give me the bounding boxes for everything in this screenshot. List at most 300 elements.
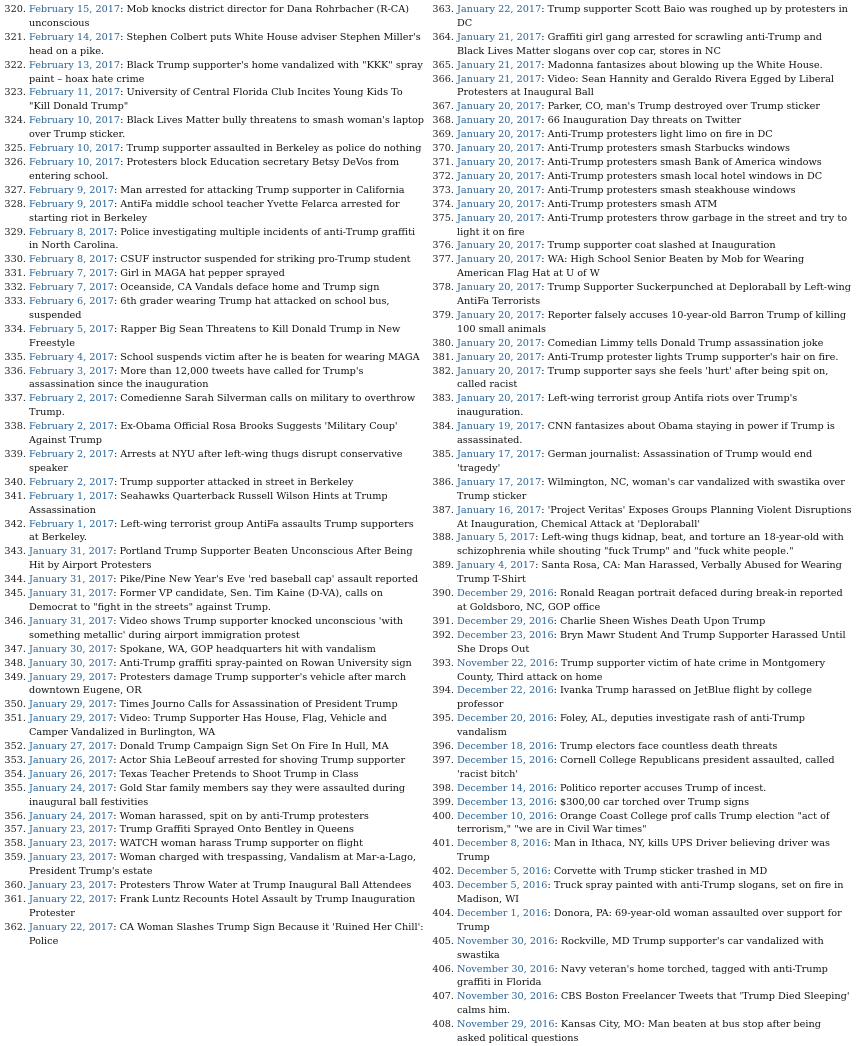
list-item: 382. January 20, 2017: Trump supporter says she feels 'hurt' after being spit on, called racist bbox=[428, 365, 852, 393]
date-link[interactable]: January 20, 2017 bbox=[457, 101, 542, 113]
list-item: 340. February 2, 2017: Trump supporter attacked in street in Berkeley bbox=[0, 476, 424, 490]
list-item: 358. January 23, 2017: WATCH woman harass Trump supporter on flight bbox=[0, 837, 424, 851]
list-item: 325. February 10, 2017: Trump supporter assaulted in Berkeley as police do nothing bbox=[0, 142, 424, 156]
incident-description: German journalist: Assassination of Trump would end 'tragedy' bbox=[457, 449, 813, 474]
date-link[interactable]: February 2, 2017 bbox=[29, 393, 114, 405]
date-link[interactable]: December 10, 2016 bbox=[457, 810, 554, 822]
list-column-right bbox=[428, 3, 852, 1046]
date-link[interactable]: January 20, 2017 bbox=[457, 129, 542, 141]
item-number: 390. bbox=[432, 588, 454, 600]
list-item: 400. December 10, 2016: Orange Coast College prof calls Trump election "act of terrorism," "we are in Civil War times" bbox=[428, 810, 852, 838]
incident-description: Video shows Trump supporter knocked unconscious 'with something metallic' during airport immigration protest bbox=[29, 615, 403, 641]
date-link[interactable]: February 8, 2017 bbox=[29, 226, 114, 238]
list-column-left bbox=[0, 3, 424, 949]
date-link[interactable]: February 1, 2017 bbox=[29, 518, 114, 530]
date-link[interactable]: January 20, 2017 bbox=[457, 143, 542, 155]
incident-description: Oceanside, CA Vandals deface home and Trump sign bbox=[120, 282, 380, 294]
incident-description: Corvette with Trump sticker trashed in MD bbox=[553, 866, 768, 878]
item-number: 354. bbox=[4, 768, 26, 780]
incident-description: Times Journo Calls for Assassination of President Trump bbox=[119, 699, 398, 711]
item-number: 331. bbox=[4, 268, 26, 280]
date-link[interactable]: February 2, 2017 bbox=[29, 449, 114, 460]
item-number: 321. bbox=[4, 31, 26, 43]
item-number: 357. bbox=[4, 824, 26, 836]
date-link[interactable]: January 24, 2017 bbox=[29, 782, 114, 794]
incident-description: WATCH woman harass Trump supporter on flight bbox=[119, 838, 364, 850]
date-link[interactable]: January 20, 2017 bbox=[457, 212, 542, 224]
item-number: 386. bbox=[432, 476, 454, 488]
item-number: 364. bbox=[432, 31, 454, 43]
date-link[interactable]: December 23, 2016 bbox=[457, 629, 554, 641]
incident-description: Trump Graffiti Sprayed Onto Bentley in Queens bbox=[119, 824, 354, 836]
incident-description: Comedian Limmy tells Donald Trump assassination joke bbox=[547, 337, 824, 349]
date-link[interactable]: January 29, 2017 bbox=[29, 713, 114, 725]
item-number: 352. bbox=[4, 741, 26, 753]
date-link[interactable]: February 2, 2017 bbox=[29, 421, 114, 433]
date-link[interactable]: February 11, 2017 bbox=[29, 87, 121, 99]
item-number: 401. bbox=[432, 838, 454, 850]
incident-description: $300,00 car torched over Trump signs bbox=[559, 796, 750, 808]
list-item: 357. January 23, 2017: Trump Graffiti Sprayed Onto Bentley in Queens bbox=[0, 823, 424, 837]
incident-description: Kansas City, MO: Man beaten at bus stop after being asked political questions bbox=[457, 1019, 821, 1045]
date-link[interactable]: February 10, 2017 bbox=[29, 143, 121, 155]
list-item: 408. November 29, 2016: Kansas City, MO: Man beaten at bus stop after being asked political questions bbox=[428, 1018, 852, 1046]
date-link[interactable]: November 30, 2016 bbox=[457, 963, 555, 975]
date-link[interactable]: January 20, 2017 bbox=[457, 337, 542, 349]
date-link[interactable]: January 23, 2017 bbox=[29, 838, 114, 850]
item-number: 326. bbox=[4, 156, 26, 168]
incident-description: Stephen Colbert puts White House adviser Stephen Miller's head on a pike. bbox=[29, 31, 421, 57]
date-link[interactable]: January 23, 2017 bbox=[29, 852, 114, 864]
item-number: 356. bbox=[4, 810, 26, 822]
date-link[interactable]: January 20, 2017 bbox=[457, 184, 542, 196]
incident-description: 6th grader wearing Trump hat attacked on school bus, suspended bbox=[29, 296, 390, 321]
date-link[interactable]: February 9, 2017 bbox=[29, 198, 114, 210]
date-link[interactable]: February 4, 2017 bbox=[29, 351, 114, 363]
date-link[interactable]: December 15, 2016 bbox=[457, 754, 554, 766]
date-link[interactable]: January 20, 2017 bbox=[457, 115, 542, 127]
item-number: 381. bbox=[432, 351, 454, 363]
date-link[interactable]: February 10, 2017 bbox=[29, 156, 121, 168]
item-number: 351. bbox=[4, 713, 26, 725]
date-link[interactable]: January 29, 2017 bbox=[29, 699, 114, 711]
item-number: 333. bbox=[4, 296, 26, 308]
item-number: 389. bbox=[432, 560, 454, 572]
item-number: 399. bbox=[432, 796, 454, 808]
date-link[interactable]: January 23, 2017 bbox=[29, 824, 114, 836]
list-item: 320. February 15, 2017: Mob knocks district director for Dana Rohrbacher (R-CA) unconscious bbox=[0, 3, 424, 31]
date-link[interactable]: February 8, 2017 bbox=[29, 254, 114, 266]
list-item: 396. December 18, 2016: Trump electors face countless death threats bbox=[428, 740, 852, 754]
incident-description: Reporter falsely accuses 10-year-old Barron Trump of killing 100 small animals bbox=[457, 309, 847, 335]
list-item: 334. February 5, 2017: Rapper Big Sean Threatens to Kill Donald Trump in New Freestyle bbox=[0, 323, 424, 351]
date-link[interactable]: January 31, 2017 bbox=[29, 574, 114, 586]
item-number: 336. bbox=[4, 365, 26, 377]
item-number: 322. bbox=[4, 59, 26, 71]
list-item: 405. November 30, 2016: Rockville, MD Trump supporter's car vandalized with swastika bbox=[428, 935, 852, 963]
list-item: 398. December 14, 2016: Politico reporter accuses Trump of incest. bbox=[428, 782, 852, 796]
item-number: 359. bbox=[4, 852, 26, 864]
incident-description: Man in Ithaca, NY, kills UPS Driver believing driver was Trump bbox=[457, 838, 830, 864]
date-link[interactable]: December 18, 2016 bbox=[457, 741, 554, 753]
incident-description: School suspends victim after he is beaten for wearing MAGA bbox=[120, 351, 420, 363]
list-item: 333. February 6, 2017: 6th grader wearing Trump hat attacked on school bus, suspended bbox=[0, 295, 424, 323]
incident-description: Mob knocks district director for Dana Rohrbacher (R-CA) unconscious bbox=[29, 4, 409, 29]
list-item: 353. January 26, 2017: Actor Shia LeBeouf arrested for shoving Trump supporter bbox=[0, 754, 424, 768]
incident-description: Left-wing terrorist group Antifa riots over Trump's inauguration. bbox=[457, 393, 798, 419]
incident-description: Trump supporter says she feels 'hurt' after being spit on, called racist bbox=[457, 365, 829, 391]
item-number: 362. bbox=[4, 921, 26, 933]
list-item: 355. January 24, 2017: Gold Star family members say they were assaulted during inaugural ball festivities bbox=[0, 782, 424, 810]
date-link[interactable]: January 30, 2017 bbox=[29, 657, 114, 669]
date-link[interactable]: February 13, 2017 bbox=[29, 59, 121, 71]
incident-description: CSUF instructor suspended for striking pro-Trump student bbox=[120, 254, 411, 266]
incident-description: Rapper Big Sean Threatens to Kill Donald Trump in New Freestyle bbox=[29, 323, 401, 349]
item-number: 404. bbox=[432, 907, 454, 919]
incident-description: Actor Shia LeBeouf arrested for shoving Trump supporter bbox=[119, 754, 406, 766]
item-number: 377. bbox=[432, 254, 454, 266]
item-number: 332. bbox=[4, 282, 26, 294]
incident-description: Anti-Trump protesters throw garbage in the street and try to light it on fire bbox=[457, 212, 848, 238]
list-item: 328. February 9, 2017: AntiFa middle school teacher Yvette Felarca arrested for starting riot in Berkeley bbox=[0, 198, 424, 226]
incident-description: Anti-Trump protester lights Trump supporter's hair on fire. bbox=[547, 351, 839, 363]
list-item: 336. February 3, 2017: More than 12,000 tweets have called for Trump's assassination since the inauguration bbox=[0, 365, 424, 393]
incident-description: Pike/Pine New Year's Eve 'red baseball cap' assault reported bbox=[119, 574, 419, 586]
item-number: 338. bbox=[4, 421, 26, 433]
incident-description: Video: Trump Supporter Has House, Flag, Vehicle and Camper Vandalized in Burlington, WA bbox=[29, 713, 387, 739]
list-item: 360. January 23, 2017: Protesters Throw Water at Trump Inaugural Ball Attendees bbox=[0, 879, 424, 893]
item-number: 328. bbox=[4, 198, 26, 210]
date-link[interactable]: December 14, 2016 bbox=[457, 782, 554, 794]
list-item: 364. January 21, 2017: Graffiti girl gang arrested for scrawling anti-Trump and Black Lives Matter slogans over cop car, stores in NC bbox=[428, 31, 852, 59]
list-item: 389. January 4, 2017: Santa Rosa, CA: Man Harassed, Verbally Abused for Wearing Trump T-Shirt bbox=[428, 559, 852, 587]
list-item: 343. January 31, 2017: Portland Trump Supporter Beaten Unconscious After Being Hit by Airport Protesters bbox=[0, 545, 424, 573]
list-item: 399. December 13, 2016: $300,00 car torched over Trump signs bbox=[428, 796, 852, 810]
date-link[interactable]: January 20, 2017 bbox=[457, 393, 542, 405]
list-item: 407. November 30, 2016: CBS Boston Freelancer Tweets that 'Trump Died Sleeping' calms him. bbox=[428, 990, 852, 1018]
incident-description: Woman harassed, spit on by anti-Trump protesters bbox=[119, 810, 369, 822]
date-link[interactable]: February 9, 2017 bbox=[29, 184, 114, 196]
list-item: 390. December 29, 2016: Ronald Reagan portrait defaced during break-in reported at Goldsboro, NC, GOP office bbox=[428, 587, 852, 615]
item-number: 407. bbox=[432, 991, 454, 1003]
incident-description: Video: Sean Hannity and Geraldo Rivera Egged by Liberal Protesters at Inaugural Ball bbox=[457, 73, 835, 99]
item-number: 395. bbox=[432, 713, 454, 725]
date-link[interactable]: January 4, 2017 bbox=[457, 560, 536, 572]
date-link[interactable]: February 14, 2017 bbox=[29, 31, 121, 43]
incident-description: Trump supporter assaulted in Berkeley as police do nothing bbox=[126, 143, 422, 155]
incident-description: AntiFa middle school teacher Yvette Felarca arrested for starting riot in Berkeley bbox=[29, 198, 400, 224]
list-item: 339. February 2, 2017: Arrests at NYU after left-wing thugs disrupt conservative speaker bbox=[0, 448, 424, 476]
incident-description: Seahawks Quarterback Russell Wilson Hints at Trump Assassination bbox=[29, 490, 388, 516]
date-link[interactable]: November 22, 2016 bbox=[457, 657, 555, 669]
list-item: 354. January 26, 2017: Texas Teacher Pretends to Shoot Trump in Class bbox=[0, 768, 424, 782]
item-number: 370. bbox=[432, 143, 454, 155]
item-number: 327. bbox=[4, 184, 26, 196]
date-link[interactable]: January 20, 2017 bbox=[457, 240, 542, 252]
incident-list-left bbox=[0, 3, 424, 949]
date-link[interactable]: January 30, 2017 bbox=[29, 643, 114, 655]
list-item: 386. January 17, 2017: Wilmington, NC, woman's car vandalized with swastika over Trump sticker bbox=[428, 476, 852, 504]
list-item: 348. January 30, 2017: Anti-Trump graffiti spray-painted on Rowan University sign bbox=[0, 657, 424, 671]
list-item: 365. January 21, 2017: Madonna fantasizes about blowing up the White House. bbox=[428, 59, 852, 73]
item-number: 402. bbox=[432, 866, 454, 878]
list-item: 394. December 22, 2016: Ivanka Trump harassed on JetBlue flight by college professor bbox=[428, 684, 852, 712]
incident-description: Frank Luntz Recounts Hotel Assault by Trump Inauguration Protester bbox=[29, 894, 416, 919]
incident-description: 66 Inauguration Day threats on Twitter bbox=[547, 115, 742, 127]
list-item: 367. January 20, 2017: Parker, CO, man's Trump destroyed over Trump sticker bbox=[428, 100, 852, 114]
incident-description: Black Lives Matter bully threatens to smash woman's laptop over Trump sticker. bbox=[29, 115, 424, 141]
incident-description: Donald Trump Campaign Sign Set On Fire In Hull, MA bbox=[119, 741, 389, 753]
date-link[interactable]: January 20, 2017 bbox=[457, 309, 542, 321]
date-link[interactable]: January 21, 2017 bbox=[457, 73, 542, 85]
date-link[interactable]: February 6, 2017 bbox=[29, 296, 114, 308]
incident-description: More than 12,000 tweets have called for Trump's assassination since the inauguration bbox=[29, 365, 364, 391]
item-number: 358. bbox=[4, 838, 26, 850]
item-number: 347. bbox=[4, 643, 26, 655]
incident-description: Left-wing thugs kidnap, beat, and torture an 18-year-old with schizophrenia while shouting "fuck Trump" and "fuck white people." bbox=[457, 532, 844, 558]
date-link[interactable]: January 20, 2017 bbox=[457, 170, 542, 182]
date-link[interactable]: January 20, 2017 bbox=[457, 156, 542, 168]
item-number: 396. bbox=[432, 741, 454, 753]
list-item: 406. November 30, 2016: Navy veteran's home torched, tagged with anti-Trump graffiti in Florida bbox=[428, 963, 852, 991]
list-item: 379. January 20, 2017: Reporter falsely accuses 10-year-old Barron Trump of killing 100 small animals bbox=[428, 309, 852, 337]
incident-description: Trump supporter victim of hate crime in Montgomery County, Third attack on home bbox=[457, 657, 826, 683]
incident-description: Cornell College Republicans president assaulted, called 'racist bitch' bbox=[457, 754, 835, 780]
item-number: 373. bbox=[432, 184, 454, 196]
date-link[interactable]: January 17, 2017 bbox=[457, 476, 542, 488]
date-link[interactable]: December 5, 2016 bbox=[457, 880, 548, 892]
item-number: 368. bbox=[432, 115, 454, 127]
item-number: 375. bbox=[432, 212, 454, 224]
list-item: 366. January 21, 2017: Video: Sean Hannity and Geraldo Rivera Egged by Liberal Protesters at Inaugural Ball bbox=[428, 73, 852, 101]
date-link[interactable]: December 1, 2016 bbox=[457, 907, 548, 919]
item-number: 405. bbox=[432, 935, 454, 947]
item-number: 355. bbox=[4, 782, 26, 794]
list-item: 359. January 23, 2017: Woman charged with trespassing, Vandalism at Mar-a-Lago, President Trump's estate bbox=[0, 851, 424, 879]
item-number: 408. bbox=[432, 1019, 454, 1031]
list-item: 404. December 1, 2016: Donora, PA: 69-year-old woman assaulted over support for Trump bbox=[428, 907, 852, 935]
incident-description: Anti-Trump protesters smash Bank of America windows bbox=[547, 156, 822, 168]
list-item: 352. January 27, 2017: Donald Trump Campaign Sign Set On Fire In Hull, MA bbox=[0, 740, 424, 754]
incident-description: Portland Trump Supporter Beaten Unconscious After Being Hit by Airport Protesters bbox=[29, 546, 413, 572]
date-link[interactable]: January 31, 2017 bbox=[29, 588, 114, 600]
incident-description: Charlie Sheen Wishes Death Upon Trump bbox=[559, 615, 766, 627]
incident-description: Anti-Trump protesters light limo on fire in DC bbox=[547, 129, 773, 141]
date-link[interactable]: January 22, 2017 bbox=[29, 894, 114, 905]
incident-description: Wilmington, NC, woman's car vandalized with swastika over Trump sticker bbox=[457, 476, 845, 502]
date-link[interactable]: January 31, 2017 bbox=[29, 546, 114, 558]
date-link[interactable]: January 16, 2017 bbox=[457, 504, 542, 516]
date-link[interactable]: February 3, 2017 bbox=[29, 365, 114, 377]
incident-description: Parker, CO, man's Trump destroyed over Trump sticker bbox=[547, 101, 820, 113]
incident-description: Navy veteran's home torched, tagged with anti-Trump graffiti in Florida bbox=[457, 963, 828, 989]
item-number: 346. bbox=[4, 615, 26, 627]
item-number: 329. bbox=[4, 226, 26, 238]
date-link[interactable]: November 29, 2016 bbox=[457, 1019, 555, 1031]
date-link[interactable]: November 30, 2016 bbox=[457, 935, 555, 947]
item-number: 367. bbox=[432, 101, 454, 113]
date-link[interactable]: January 31, 2017 bbox=[29, 615, 114, 627]
date-link[interactable]: January 21, 2017 bbox=[457, 31, 542, 43]
incident-description: Anti-Trump protesters smash Starbucks windows bbox=[547, 143, 790, 155]
list-item: 388. January 5, 2017: Left-wing thugs kidnap, beat, and torture an 18-year-old with schizophrenia while shouting "fuck Trump" and "fuck white people." bbox=[428, 531, 852, 559]
date-link[interactable]: January 23, 2017 bbox=[29, 880, 114, 892]
incident-description: Man arrested for attacking Trump supporter in California bbox=[120, 184, 405, 196]
incident-description: Former VP candidate, Sen. Tim Kaine (D-VA), calls on Democrat to "fight in the streets" against Trump. bbox=[29, 588, 383, 613]
list-item: 349. January 29, 2017: Protesters damage Trump supporter's vehicle after march downtown Eugene, OR bbox=[0, 671, 424, 699]
list-item: 329. February 8, 2017: Police investigating multiple incidents of anti-Trump graffiti in North Carolina. bbox=[0, 226, 424, 254]
item-number: 392. bbox=[432, 629, 454, 641]
date-link[interactable]: January 19, 2017 bbox=[457, 421, 542, 433]
date-link[interactable]: January 22, 2017 bbox=[29, 921, 114, 933]
item-number: 330. bbox=[4, 254, 26, 266]
item-number: 379. bbox=[432, 309, 454, 321]
list-item: 331. February 7, 2017: Girl in MAGA hat pepper sprayed bbox=[0, 267, 424, 281]
list-item: 380. January 20, 2017: Comedian Limmy tells Donald Trump assassination joke bbox=[428, 337, 852, 351]
item-number: 335. bbox=[4, 351, 26, 363]
incident-description: Anti-Trump protesters smash steakhouse windows bbox=[547, 184, 796, 196]
item-number: 374. bbox=[432, 198, 454, 210]
item-number: 393. bbox=[432, 657, 454, 669]
item-number: 400. bbox=[432, 810, 454, 822]
date-link[interactable]: December 22, 2016 bbox=[457, 685, 554, 697]
list-item: 371. January 20, 2017: Anti-Trump protesters smash Bank of America windows bbox=[428, 156, 852, 170]
incident-description: Donora, PA: 69-year-old woman assaulted over support for Trump bbox=[457, 907, 842, 933]
list-item: 323. February 11, 2017: University of Central Florida Club Incites Young Kids To "Kill Donald Trump" bbox=[0, 86, 424, 114]
list-item: 374. January 20, 2017: Anti-Trump protesters smash ATM bbox=[428, 198, 852, 212]
item-number: 383. bbox=[432, 393, 454, 405]
date-link[interactable]: December 29, 2016 bbox=[457, 615, 554, 627]
date-link[interactable]: December 13, 2016 bbox=[457, 796, 554, 808]
item-number: 369. bbox=[432, 129, 454, 141]
incident-description: WA: High School Senior Beaten by Mob for Wearing American Flag Hat at U of W bbox=[457, 254, 805, 280]
date-link[interactable]: January 22, 2017 bbox=[457, 4, 542, 15]
date-link[interactable]: January 20, 2017 bbox=[457, 198, 542, 210]
list-item: 321. February 14, 2017: Stephen Colbert puts White House adviser Stephen Miller's head on a pike. bbox=[0, 31, 424, 59]
incident-description: Truck spray painted with anti-Trump slogans, set on fire in Madison, WI bbox=[457, 880, 844, 905]
item-number: 378. bbox=[432, 282, 454, 294]
list-item: 402. December 5, 2016: Corvette with Trump sticker trashed in MD bbox=[428, 865, 852, 879]
list-item: 362. January 22, 2017: CA Woman Slashes Trump Sign Because it 'Ruined Her Chill': Police bbox=[0, 921, 424, 949]
incident-description: Trump supporter Scott Baio was roughed up by protesters in DC bbox=[457, 4, 848, 29]
date-link[interactable]: February 15, 2017 bbox=[29, 4, 121, 15]
list-item: 345. January 31, 2017: Former VP candidate, Sen. Tim Kaine (D-VA), calls on Democrat to "fight in the streets" against Trump. bbox=[0, 587, 424, 615]
date-link[interactable]: January 26, 2017 bbox=[29, 768, 114, 780]
item-number: 361. bbox=[4, 894, 26, 905]
date-link[interactable]: January 24, 2017 bbox=[29, 810, 114, 822]
list-item: 393. November 22, 2016: Trump supporter victim of hate crime in Montgomery County, Third attack on home bbox=[428, 657, 852, 685]
item-number: 394. bbox=[432, 685, 454, 697]
date-link[interactable]: December 29, 2016 bbox=[457, 588, 554, 600]
date-link[interactable]: January 26, 2017 bbox=[29, 754, 114, 766]
date-link[interactable]: February 1, 2017 bbox=[29, 490, 114, 502]
list-item: 368. January 20, 2017: 66 Inauguration Day threats on Twitter bbox=[428, 114, 852, 128]
list-item: 376. January 20, 2017: Trump supporter coat slashed at Inauguration bbox=[428, 239, 852, 253]
incident-description: Left-wing terrorist group AntiFa assaults Trump supporters at Berkeley. bbox=[29, 518, 414, 544]
incident-description: Santa Rosa, CA: Man Harassed, Verbally Abused for Wearing Trump T-Shirt bbox=[457, 560, 842, 586]
item-number: 372. bbox=[432, 170, 454, 182]
date-link[interactable]: January 5, 2017 bbox=[457, 532, 536, 544]
incident-list-right bbox=[428, 3, 852, 1046]
item-number: 337. bbox=[4, 393, 26, 405]
date-link[interactable]: February 10, 2017 bbox=[29, 115, 121, 127]
incident-description: Woman charged with trespassing, Vandalism at Mar-a-Lago, President Trump's estate bbox=[29, 852, 416, 878]
incident-description: Orange Coast College prof calls Trump election "act of terrorism," "we are in Civil War times" bbox=[457, 810, 830, 836]
incident-description: Anti-Trump protesters smash local hotel windows in DC bbox=[547, 170, 823, 182]
list-item: 342. February 1, 2017: Left-wing terrorist group AntiFa assaults Trump supporters at Berkeley. bbox=[0, 518, 424, 546]
item-number: 320. bbox=[4, 4, 26, 15]
date-link[interactable]: January 20, 2017 bbox=[457, 254, 542, 266]
list-item: 383. January 20, 2017: Left-wing terrorist group Antifa riots over Trump's inauguration. bbox=[428, 392, 852, 420]
item-number: 363. bbox=[432, 4, 454, 15]
list-item: 332. February 7, 2017: Oceanside, CA Vandals deface home and Trump sign bbox=[0, 281, 424, 295]
incident-description: Trump electors face countless death threats bbox=[559, 741, 778, 753]
item-number: 388. bbox=[432, 532, 454, 544]
item-number: 350. bbox=[4, 699, 26, 711]
list-item: 351. January 29, 2017: Video: Trump Supporter Has House, Flag, Vehicle and Camper Vandalized in Burlington, WA bbox=[0, 712, 424, 740]
item-number: 380. bbox=[432, 337, 454, 349]
incident-description: Texas Teacher Pretends to Shoot Trump in Class bbox=[119, 768, 359, 780]
date-link[interactable]: December 8, 2016 bbox=[457, 838, 548, 850]
date-link[interactable]: January 20, 2017 bbox=[457, 365, 542, 377]
incident-description: Rockville, MD Trump supporter's car vandalized with swastika bbox=[457, 935, 824, 961]
date-link[interactable]: February 7, 2017 bbox=[29, 268, 114, 280]
incident-description: Bryn Mawr Student And Trump Supporter Harassed Until She Drops Out bbox=[457, 629, 846, 655]
incident-description: Protesters block Education secretary Betsy DeVos from entering school. bbox=[29, 156, 400, 182]
date-link[interactable]: January 29, 2017 bbox=[29, 671, 114, 683]
incident-description: Protesters Throw Water at Trump Inaugural Ball Attendees bbox=[119, 880, 412, 892]
item-number: 353. bbox=[4, 754, 26, 766]
incident-description: Protesters damage Trump supporter's vehicle after march downtown Eugene, OR bbox=[29, 671, 407, 697]
list-item: 337. February 2, 2017: Comedienne Sarah Silverman calls on military to overthrow Trump. bbox=[0, 392, 424, 420]
item-number: 339. bbox=[4, 449, 26, 460]
list-item: 350. January 29, 2017: Times Journo Calls for Assassination of President Trump bbox=[0, 698, 424, 712]
item-number: 334. bbox=[4, 323, 26, 335]
list-item: 375. January 20, 2017: Anti-Trump protesters throw garbage in the street and try to light it on fire bbox=[428, 212, 852, 240]
list-item: 369. January 20, 2017: Anti-Trump protesters light limo on fire in DC bbox=[428, 128, 852, 142]
item-number: 391. bbox=[432, 615, 454, 627]
list-item: 346. January 31, 2017: Video shows Trump supporter knocked unconscious 'with something metallic' during airport immigration protest bbox=[0, 615, 424, 643]
date-link[interactable]: February 5, 2017 bbox=[29, 323, 114, 335]
list-item: 392. December 23, 2016: Bryn Mawr Student And Trump Supporter Harassed Until She Drops Out bbox=[428, 629, 852, 657]
item-number: 387. bbox=[432, 504, 454, 516]
list-item: 356. January 24, 2017: Woman harassed, spit on by anti-Trump protesters bbox=[0, 810, 424, 824]
date-link[interactable]: December 20, 2016 bbox=[457, 713, 554, 725]
date-link[interactable]: January 27, 2017 bbox=[29, 741, 114, 753]
incident-description: Girl in MAGA hat pepper sprayed bbox=[120, 268, 285, 280]
item-number: 382. bbox=[432, 365, 454, 377]
item-number: 397. bbox=[432, 754, 454, 766]
incident-description: Police investigating multiple incidents of anti-Trump graffiti in North Carolina. bbox=[29, 226, 416, 252]
item-number: 340. bbox=[4, 476, 26, 488]
incident-description: Black Trump supporter's home vandalized with "KKK" spray paint – hoax hate crime bbox=[29, 59, 423, 85]
incident-description: Arrests at NYU after left-wing thugs disrupt conservative speaker bbox=[29, 449, 403, 474]
date-link[interactable]: January 21, 2017 bbox=[457, 59, 542, 71]
date-link[interactable]: February 2, 2017 bbox=[29, 476, 114, 488]
date-link[interactable]: February 7, 2017 bbox=[29, 282, 114, 294]
item-number: 385. bbox=[432, 449, 454, 460]
date-link[interactable]: January 20, 2017 bbox=[457, 351, 542, 363]
item-number: 342. bbox=[4, 518, 26, 530]
list-item: 363. January 22, 2017: Trump supporter Scott Baio was roughed up by protesters in DC bbox=[428, 3, 852, 31]
date-link[interactable]: November 30, 2016 bbox=[457, 991, 555, 1003]
incident-description: 'Project Veritas' Exposes Groups Planning Violent Disruptions At Inauguration, Chemical Attack at 'Deploraball' bbox=[457, 504, 852, 530]
date-link[interactable]: January 17, 2017 bbox=[457, 449, 542, 460]
list-item: 322. February 13, 2017: Black Trump supporter's home vandalized with "KKK" spray paint – hoax hate crime bbox=[0, 59, 424, 87]
date-link[interactable]: December 5, 2016 bbox=[457, 866, 548, 878]
date-link[interactable]: January 20, 2017 bbox=[457, 282, 542, 294]
incident-description: Ronald Reagan portrait defaced during break-in reported at Goldsboro, NC, GOP office bbox=[457, 588, 843, 613]
